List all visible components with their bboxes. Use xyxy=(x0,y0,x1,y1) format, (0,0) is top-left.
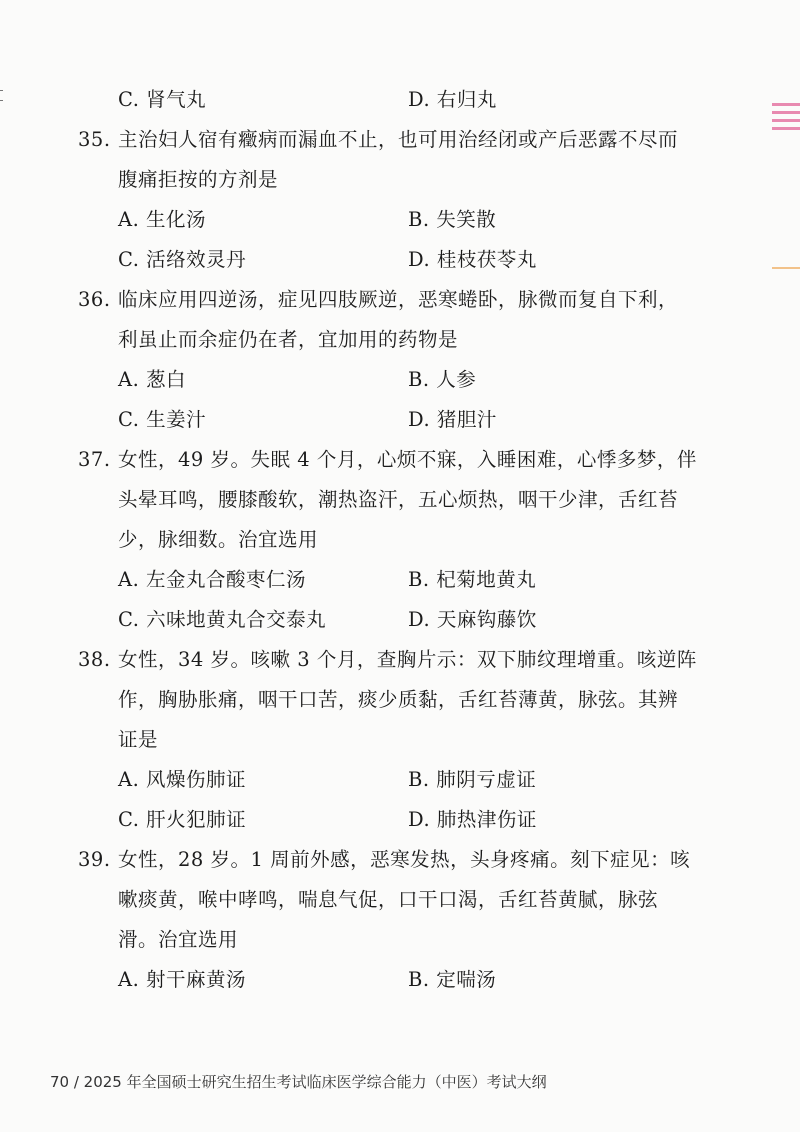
binding-tick xyxy=(0,90,3,91)
option-b: B. 定喘汤 xyxy=(408,968,497,991)
question-stem-line: 头晕耳鸣，腰膝酸软，潮热盗汗，五心烦热，咽干少津，舌红苔 xyxy=(118,488,679,511)
option-d: D. 肺热津伤证 xyxy=(408,808,537,831)
option-d: D. 天麻钩藤饮 xyxy=(408,608,537,631)
question-number: 38. xyxy=(78,648,111,671)
question-stem-line: 利虽止而余症仍在者，宜加用的药物是 xyxy=(118,328,459,351)
option-d: D. 猪胆汁 xyxy=(408,408,497,431)
option-c: C. 活络效灵丹 xyxy=(118,248,247,271)
option-a: A. 射干麻黄汤 xyxy=(118,968,246,991)
option-b: B. 肺阴亏虚证 xyxy=(408,768,537,791)
option-b: B. 失笑散 xyxy=(408,208,497,231)
option-b: B. 杞菊地黄丸 xyxy=(408,568,537,591)
question-number: 39. xyxy=(78,848,111,871)
option-a: A. 生化汤 xyxy=(118,208,206,231)
question-stem-line: 临床应用四逆汤，症见四肢厥逆，恶寒蜷卧，脉微而复自下利， xyxy=(118,288,679,311)
question-stem-line: 嗽痰黄，喉中哮鸣，喘息气促，口干口渴，舌红苔黄腻，脉弦 xyxy=(118,888,659,911)
index-marker-pink xyxy=(772,119,800,122)
option-a: A. 葱白 xyxy=(118,368,186,391)
option-d: D. 右归丸 xyxy=(408,88,497,111)
question-stem-line: 腹痛拒按的方剂是 xyxy=(118,168,279,191)
question-number: 36. xyxy=(78,288,111,311)
question-stem-line: 女性，49 岁。失眠 4 个月，心烦不寐，入睡困难，心悸多梦，伴 xyxy=(118,448,697,471)
option-c: C. 生姜汁 xyxy=(118,408,207,431)
index-marker-orange xyxy=(772,267,800,269)
index-marker-pink xyxy=(772,127,800,130)
option-c: C. 肾气丸 xyxy=(118,88,207,111)
question-stem-line: 滑。治宜选用 xyxy=(118,928,239,951)
option-b: B. 人参 xyxy=(408,368,477,391)
question-stem-line: 证是 xyxy=(118,728,159,751)
question-number: 37. xyxy=(78,448,111,471)
question-stem-line: 女性，28 岁。1 周前外感，恶寒发热，头身疼痛。刻下症见：咳 xyxy=(118,848,691,871)
option-a: A. 风燥伤肺证 xyxy=(118,768,246,791)
page-footer: 70 / 2025 年全国硕士研究生招生考试临床医学综合能力（中医）考试大纲 xyxy=(50,1073,547,1091)
question-stem-line: 作，胸胁胀痛，咽干口苦，痰少质黏，舌红苔薄黄，脉弦。其辨 xyxy=(118,688,679,711)
binding-tick xyxy=(0,100,3,101)
index-marker-pink xyxy=(772,111,800,114)
question-stem-line: 女性，34 岁。咳嗽 3 个月，查胸片示：双下肺纹理增重。咳逆阵 xyxy=(118,648,697,671)
option-a: A. 左金丸合酸枣仁汤 xyxy=(118,568,306,591)
question-number: 35. xyxy=(78,128,111,151)
option-d: D. 桂枝茯苓丸 xyxy=(408,248,537,271)
option-c: C. 肝火犯肺证 xyxy=(118,808,247,831)
question-stem-line: 少，脉细数。治宜选用 xyxy=(118,528,319,551)
option-c: C. 六味地黄丸合交泰丸 xyxy=(118,608,327,631)
index-marker-pink xyxy=(772,103,800,106)
question-stem-line: 主治妇人宿有癥病而漏血不止，也可用治经闭或产后恶露不尽而 xyxy=(118,128,679,151)
